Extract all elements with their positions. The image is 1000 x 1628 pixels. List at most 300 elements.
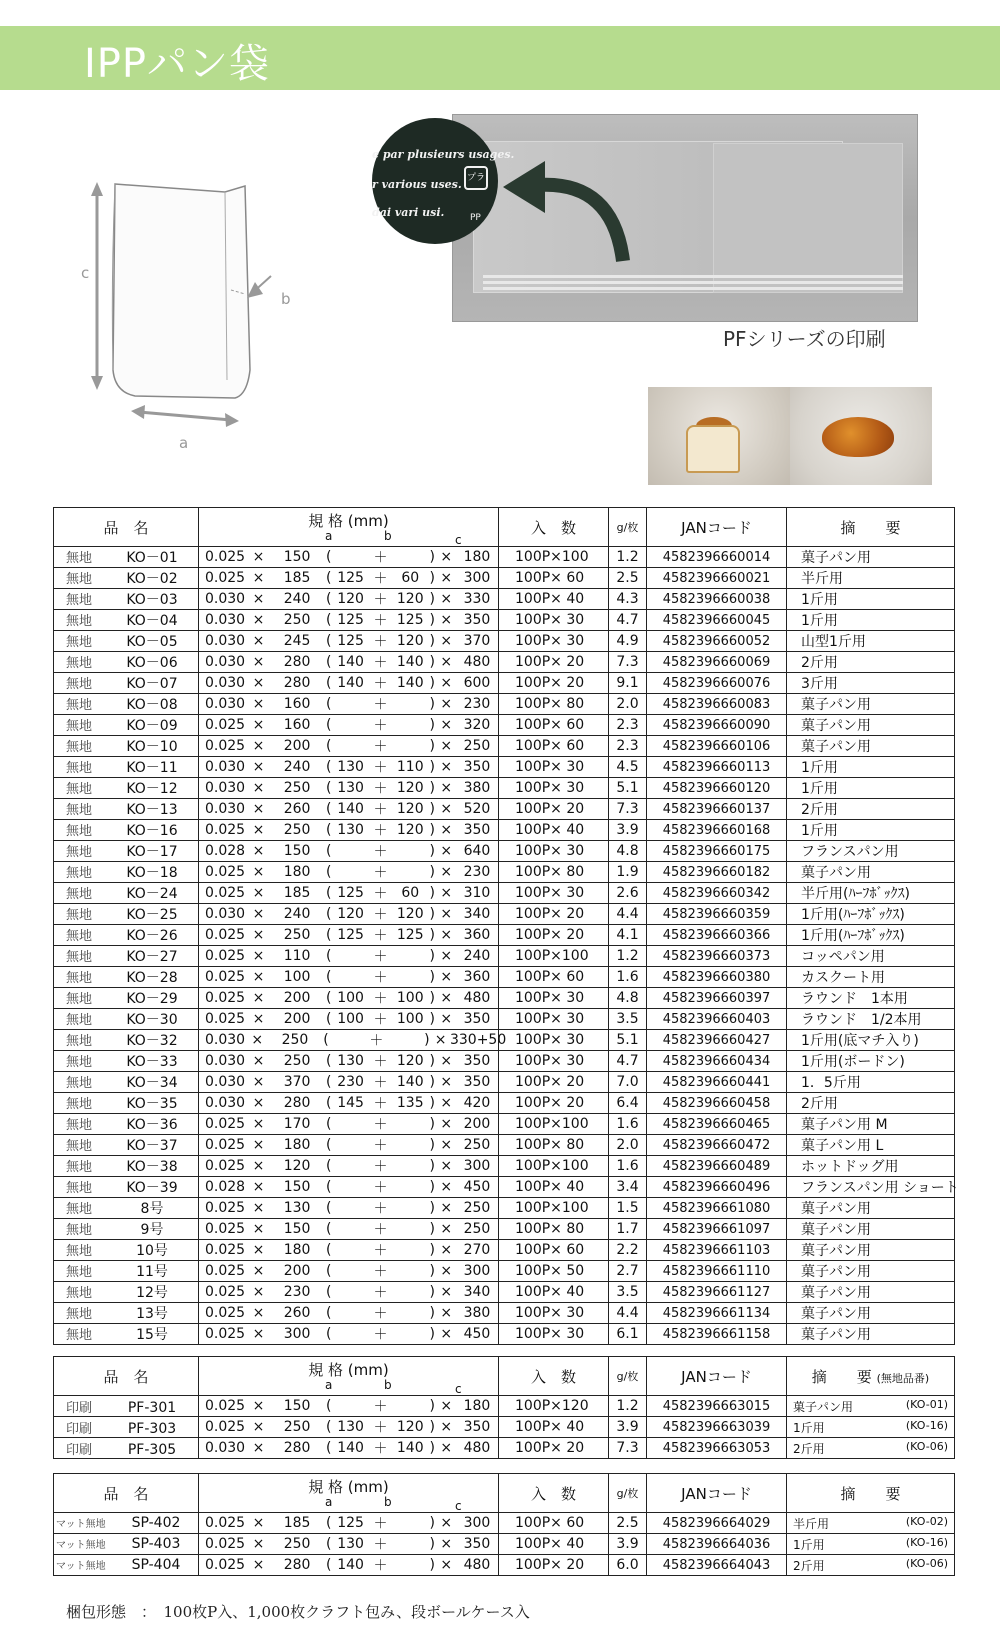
- spec-thickness: 0.025: [205, 549, 246, 565]
- note-cell: 山型1斤用: [787, 631, 955, 652]
- spec-thickness: 0.025: [205, 1515, 246, 1531]
- note-ref: (KO-06): [905, 1556, 948, 1570]
- note-cell: 菓子パン用: [787, 1219, 955, 1240]
- table-row: [54, 1198, 955, 1219]
- spec-b2: 140: [396, 1074, 424, 1090]
- spec-cell: 0.030 × 280 ( 140 ＋ 140 ) × 600: [199, 673, 499, 694]
- spec-c: 420: [463, 1095, 491, 1111]
- weight-cell: 2.0: [609, 1135, 647, 1156]
- product-name-cell: [54, 610, 199, 631]
- spec-a: 185: [283, 1515, 311, 1531]
- spec-cell: 0.028 × 150 ( ＋ ) × 450: [199, 1177, 499, 1198]
- product-name-cell: [54, 1534, 199, 1555]
- spec-thickness: 0.025: [205, 1137, 246, 1153]
- spec-b1: 130: [337, 1419, 364, 1435]
- spec-thickness: 0.025: [205, 969, 246, 985]
- table-row: [54, 1396, 955, 1417]
- header-note: 摘 要: [787, 508, 955, 547]
- weight-cell: 1.2: [609, 946, 647, 967]
- spec-thickness: 0.030: [205, 1074, 246, 1090]
- product-type: 無地: [66, 593, 93, 608]
- note-cell: 1斤用: [787, 589, 955, 610]
- product-type: 無地: [66, 635, 93, 650]
- spec-cell: 0.025 × 180 ( ＋ ) × 250: [199, 1135, 499, 1156]
- spec-cell: 0.030 × 250 ( 130 ＋ 120 ) × 350: [199, 1051, 499, 1072]
- jan-cell: 4582396660380: [647, 967, 787, 988]
- spec-cell: 0.030 × 280 ( 140 ＋ 140 ) × 480: [199, 1438, 499, 1459]
- spec-a: 200: [283, 738, 311, 754]
- label-a: a: [179, 434, 189, 452]
- spec-cell: 0.030 × 280 ( 145 ＋ 135 ) × 420: [199, 1093, 499, 1114]
- print-closeup: [372, 118, 515, 244]
- product-code: KO－28: [126, 970, 178, 986]
- spec-a: 200: [283, 1011, 311, 1027]
- spec-thickness: 0.025: [205, 927, 246, 943]
- product-code: KO－06: [126, 655, 178, 671]
- spec-a: 150: [283, 549, 311, 565]
- spec-b2: 140: [396, 654, 424, 670]
- weight-cell: 2.5: [609, 568, 647, 589]
- spec-c: 300: [463, 1515, 491, 1531]
- weight-cell: 4.7: [609, 1051, 647, 1072]
- product-type: 無地: [66, 1244, 93, 1259]
- spec-b2: 120: [396, 906, 424, 922]
- spec-cell: 0.025 × 300 ( ＋ ) × 450: [199, 1324, 499, 1345]
- header-weight: g/枚: [609, 508, 647, 547]
- product-name-cell: [54, 1135, 199, 1156]
- jan-cell: 4582396660052: [647, 631, 787, 652]
- spec-cell: 0.025 × 150 ( ＋ ) × 180: [199, 547, 499, 568]
- product-code: SP-402: [131, 1515, 181, 1531]
- jan-cell: 4582396664043: [647, 1555, 787, 1576]
- product-type: 無地: [66, 1328, 93, 1343]
- weight-cell: 6.1: [609, 1324, 647, 1345]
- product-code: KO－05: [126, 634, 178, 650]
- product-name-cell: [54, 820, 199, 841]
- spec-thickness: 0.025: [205, 1419, 246, 1435]
- jan-cell: 4582396660106: [647, 736, 787, 757]
- spec-thickness: 0.030: [205, 801, 246, 817]
- jan-cell: 4582396663015: [647, 1396, 787, 1417]
- croissant-photo: [790, 387, 932, 485]
- spec-b1: 100: [337, 990, 364, 1006]
- spec-cell: 0.025 × 130 ( ＋ ) × 250: [199, 1198, 499, 1219]
- spec-a: 280: [283, 1095, 311, 1111]
- spec-c: 180: [463, 1398, 491, 1414]
- spec-c: 370: [463, 633, 491, 649]
- jan-cell: 4582396660458: [647, 1093, 787, 1114]
- product-name-cell: [54, 1261, 199, 1282]
- spec-thickness: 0.030: [205, 591, 246, 607]
- note-cell: カスクート用: [787, 967, 955, 988]
- spec-c: 230: [463, 864, 491, 880]
- qty-cell: 100P× 20: [499, 904, 609, 925]
- spec-cell: 0.025 × 280 ( 140 ＋ ) × 480: [199, 1555, 499, 1576]
- product-code: KO－18: [126, 865, 178, 881]
- spec-cell: 0.030 × 240 ( 130 ＋ 110 ) × 350: [199, 757, 499, 778]
- spec-c: 480: [463, 1440, 491, 1456]
- product-name-cell: [54, 1114, 199, 1135]
- spec-cell: 0.030 × 240 ( 120 ＋ 120 ) × 330: [199, 589, 499, 610]
- weight-cell: 2.3: [609, 715, 647, 736]
- spec-thickness: 0.025: [205, 1305, 246, 1321]
- weight-cell: 1.5: [609, 1198, 647, 1219]
- product-type: 無地: [66, 992, 93, 1007]
- spec-a: 280: [283, 654, 311, 670]
- header-note: 摘 要: [787, 1474, 955, 1513]
- product-code: KO－38: [126, 1159, 178, 1175]
- product-name-cell: [54, 652, 199, 673]
- spec-b1: 130: [337, 1536, 364, 1552]
- qty-cell: 100P× 20: [499, 1555, 609, 1576]
- jan-cell: 4582396660441: [647, 1072, 787, 1093]
- recycle-mark-icon: プラ: [464, 166, 488, 190]
- product-code: KO－32: [126, 1033, 178, 1049]
- note-ref: (KO-16): [905, 1535, 948, 1549]
- jan-cell: 4582396660359: [647, 904, 787, 925]
- jan-cell: 4582396660083: [647, 694, 787, 715]
- product-name-cell: [54, 883, 199, 904]
- spec-cell: 0.025 × 150 ( ＋ ) × 250: [199, 1219, 499, 1240]
- spec-a: 250: [283, 822, 311, 838]
- spec-c: 360: [463, 927, 491, 943]
- spec-a: 250: [283, 1536, 311, 1552]
- product-name-cell: [54, 1051, 199, 1072]
- spec-c: 250: [463, 1200, 491, 1216]
- product-code: KO－35: [126, 1096, 178, 1112]
- note-cell: [787, 1513, 955, 1534]
- product-code: 9号: [140, 1222, 164, 1238]
- jan-cell: 4582396663039: [647, 1417, 787, 1438]
- product-code: KO－07: [126, 676, 178, 692]
- product-code: 13号: [136, 1306, 168, 1322]
- table-row: [54, 631, 955, 652]
- spec-a: 200: [283, 1263, 311, 1279]
- product-code: SP-403: [131, 1536, 181, 1552]
- spec-a: 245: [283, 633, 311, 649]
- product-code: PF-303: [127, 1420, 177, 1437]
- table-row: [54, 1534, 955, 1555]
- product-code: KO－10: [126, 739, 178, 755]
- product-name-cell: [54, 1219, 199, 1240]
- spec-thickness: 0.030: [205, 759, 246, 775]
- jan-cell: 4582396660045: [647, 610, 787, 631]
- spec-c: 330: [463, 591, 491, 607]
- spec-c: 340: [463, 1284, 491, 1300]
- note-cell: 菓子パン用: [787, 1324, 955, 1345]
- product-name-cell: [54, 778, 199, 799]
- weight-cell: 7.3: [609, 652, 647, 673]
- spec-thickness: 0.025: [205, 864, 246, 880]
- jan-cell: 4582396661097: [647, 1219, 787, 1240]
- spec-thickness: 0.025: [205, 1116, 246, 1132]
- note-cell: 1斤用: [787, 820, 955, 841]
- product-type: 無地: [66, 740, 93, 755]
- note-ref: (KO-16): [905, 1418, 948, 1432]
- spec-c: 230: [463, 696, 491, 712]
- spec-b2: 60: [401, 570, 420, 586]
- spec-a: 280: [283, 1440, 311, 1456]
- photo-caption: PFシリーズの印刷: [723, 327, 886, 351]
- header-jan: JANコード: [647, 1474, 787, 1513]
- spec-b2: 120: [396, 780, 424, 796]
- header-qty: 入 数: [499, 1357, 609, 1396]
- spec-b2: 140: [396, 675, 424, 691]
- table-row: [54, 568, 955, 589]
- weight-cell: 4.4: [609, 1303, 647, 1324]
- note-cell: 1斤用: [787, 778, 955, 799]
- spec-c: 350: [463, 1536, 491, 1552]
- spec-c: 640: [463, 843, 491, 859]
- spec-a: 150: [283, 843, 311, 859]
- spec-cell: 0.030 × 245 ( 125 ＋ 120 ) × 370: [199, 631, 499, 652]
- spec-cell: 0.025 × 180 ( ＋ ) × 230: [199, 862, 499, 883]
- spec-c: 180: [463, 549, 491, 565]
- qty-cell: 100P×100: [499, 547, 609, 568]
- spec-a: 370: [283, 1074, 311, 1090]
- spec-thickness: 0.025: [205, 990, 246, 1006]
- header-name: 品 名: [54, 1357, 199, 1396]
- spec-cell: 0.025 × 100 ( ＋ ) × 360: [199, 967, 499, 988]
- product-type: 印刷: [66, 1442, 93, 1458]
- product-name-cell: [54, 1324, 199, 1345]
- spec-c: 300: [463, 570, 491, 586]
- table-row: [54, 1282, 955, 1303]
- header-qty: 入 数: [499, 1474, 609, 1513]
- header-weight: g/枚: [609, 1357, 647, 1396]
- qty-cell: 100P× 30: [499, 1051, 609, 1072]
- table-row: [54, 757, 955, 778]
- table-row: [54, 1303, 955, 1324]
- spec-b1: 100: [337, 1011, 364, 1027]
- qty-cell: 100P× 30: [499, 757, 609, 778]
- jan-cell: 4582396661158: [647, 1324, 787, 1345]
- note-cell: 1．5斤用: [787, 1072, 955, 1093]
- product-type: 無地: [66, 929, 93, 944]
- qty-cell: 100P× 40: [499, 1282, 609, 1303]
- note-cell: 菓子パン用: [787, 1240, 955, 1261]
- product-name-cell: [54, 1396, 199, 1417]
- table-row: [54, 1240, 955, 1261]
- product-table-matte: [53, 1473, 955, 1576]
- product-table-plain: [53, 507, 959, 1345]
- spec-b2: 125: [396, 612, 424, 628]
- table-row: [54, 694, 955, 715]
- weight-cell: 2.2: [609, 1240, 647, 1261]
- product-type: マット無地: [56, 1561, 106, 1572]
- table-row: [54, 778, 955, 799]
- product-type: 印刷: [66, 1400, 93, 1416]
- jan-cell: 4582396660403: [647, 1009, 787, 1030]
- weight-cell: 4.7: [609, 610, 647, 631]
- weight-cell: 1.2: [609, 1396, 647, 1417]
- spec-cell: 0.025 × 200 ( 100 ＋ 100 ) × 350: [199, 1009, 499, 1030]
- product-type: 無地: [66, 1286, 93, 1301]
- product-name-cell: [54, 862, 199, 883]
- product-name-cell: [54, 547, 199, 568]
- spec-a: 250: [283, 612, 311, 628]
- qty-cell: 100P× 20: [499, 1438, 609, 1459]
- qty-cell: 100P× 80: [499, 1135, 609, 1156]
- note-ref: (KO-06): [905, 1439, 948, 1453]
- product-code: 8号: [140, 1201, 164, 1217]
- table-row: [54, 715, 955, 736]
- qty-cell: 100P× 40: [499, 820, 609, 841]
- spec-thickness: 0.030: [205, 780, 246, 796]
- spec-b1: 130: [337, 1053, 364, 1069]
- weight-cell: 3.4: [609, 1177, 647, 1198]
- qty-cell: 100P× 30: [499, 988, 609, 1009]
- spec-b1: 140: [337, 1557, 364, 1573]
- product-type: 無地: [66, 698, 93, 713]
- jan-cell: 4582396660076: [647, 673, 787, 694]
- product-code: KO－39: [126, 1180, 178, 1196]
- note-cell: [787, 1555, 955, 1576]
- spec-b2: 60: [401, 885, 420, 901]
- qty-cell: 100P× 80: [499, 694, 609, 715]
- table-row: [54, 925, 955, 946]
- note-cell: 菓子パン用: [787, 862, 955, 883]
- spec-a: 110: [283, 948, 311, 964]
- spec-c: 320: [463, 717, 491, 733]
- spec-c: 340: [463, 906, 491, 922]
- spec-a: 120: [283, 1158, 311, 1174]
- table-row: [54, 1261, 955, 1282]
- product-code: 10号: [136, 1243, 168, 1259]
- spec-a: 180: [283, 1242, 311, 1258]
- jan-cell: 4582396660366: [647, 925, 787, 946]
- table-row: [54, 610, 955, 631]
- spec-c: 350: [463, 759, 491, 775]
- product-type: 無地: [66, 1223, 93, 1238]
- product-type: 無地: [66, 824, 93, 839]
- product-type: 無地: [66, 845, 93, 860]
- spec-a: 150: [283, 1398, 311, 1414]
- product-type: 無地: [66, 803, 93, 818]
- spec-thickness: 0.025: [205, 1536, 246, 1552]
- qty-cell: 100P× 30: [499, 1324, 609, 1345]
- qty-cell: 100P× 60: [499, 1240, 609, 1261]
- spec-b1: 130: [337, 780, 364, 796]
- qty-cell: 100P× 50: [499, 1261, 609, 1282]
- spec-b2: 100: [396, 990, 424, 1006]
- spec-a: 185: [283, 570, 311, 586]
- spec-cell: 0.025 × 150 ( ＋ ) × 180: [199, 1396, 499, 1417]
- note-cell: 1斤用(ボードン): [787, 1051, 955, 1072]
- spec-b1: 125: [337, 570, 364, 586]
- product-type: 無地: [66, 971, 93, 986]
- qty-cell: 100P× 60: [499, 1513, 609, 1534]
- weight-cell: 4.4: [609, 904, 647, 925]
- weight-cell: 1.6: [609, 1114, 647, 1135]
- product-type: 無地: [66, 866, 93, 881]
- spec-c: 350: [463, 822, 491, 838]
- spec-a: 230: [283, 1284, 311, 1300]
- note-cell: ホットドッグ用: [787, 1156, 955, 1177]
- spec-thickness: 0.025: [205, 1398, 246, 1414]
- product-type: マット無地: [56, 1519, 106, 1530]
- qty-cell: 100P×100: [499, 946, 609, 967]
- product-type: 無地: [66, 887, 93, 902]
- jan-cell: 4582396660427: [647, 1030, 787, 1051]
- spec-a: 300: [283, 1326, 311, 1342]
- qty-cell: 100P× 60: [499, 967, 609, 988]
- product-code: KO－37: [126, 1138, 178, 1154]
- product-name-cell: [54, 1177, 199, 1198]
- qty-cell: 100P× 60: [499, 736, 609, 757]
- note-cell: 3斤用: [787, 673, 955, 694]
- spec-a: 180: [283, 1137, 311, 1153]
- spec-c: 600: [463, 675, 491, 691]
- spec-b1: 130: [337, 822, 364, 838]
- weight-cell: 5.1: [609, 1030, 647, 1051]
- qty-cell: 100P× 30: [499, 610, 609, 631]
- product-name-cell: [54, 925, 199, 946]
- product-name-cell: [54, 1072, 199, 1093]
- product-type: 無地: [66, 1013, 93, 1028]
- note-cell: [787, 1534, 955, 1555]
- header-spec: 規 格 (mm) a b c: [199, 1357, 499, 1396]
- spec-a: 250: [283, 927, 311, 943]
- spec-b1: 140: [337, 801, 364, 817]
- product-type: 無地: [66, 1118, 93, 1133]
- jan-cell: 4582396660373: [647, 946, 787, 967]
- product-name-cell: [54, 631, 199, 652]
- weight-cell: 6.4: [609, 1093, 647, 1114]
- spec-c: 310: [463, 885, 491, 901]
- spec-a: 180: [283, 864, 311, 880]
- product-name-cell: [54, 1417, 199, 1438]
- weight-cell: 4.8: [609, 988, 647, 1009]
- table-row: [54, 652, 955, 673]
- note-cell: [787, 1438, 955, 1459]
- product-code: KO－02: [126, 571, 178, 587]
- table-row: [54, 547, 955, 568]
- qty-cell: 100P× 60: [499, 568, 609, 589]
- product-type: 無地: [66, 782, 93, 797]
- bag-diagram-svg: [75, 170, 315, 450]
- spec-thickness: 0.025: [205, 1263, 246, 1279]
- table-row: [54, 1438, 955, 1459]
- weight-cell: 2.5: [609, 1513, 647, 1534]
- jan-cell: 4582396661110: [647, 1261, 787, 1282]
- product-code: KO－04: [126, 613, 178, 629]
- spec-thickness: 0.030: [205, 1095, 246, 1111]
- jan-cell: 4582396660120: [647, 778, 787, 799]
- spec-b2: 135: [396, 1095, 424, 1111]
- qty-cell: 100P× 30: [499, 841, 609, 862]
- spec-cell: 0.025 × 250 ( 130 ＋ 120 ) × 350: [199, 820, 499, 841]
- note-cell: 2斤用: [787, 799, 955, 820]
- spec-cell: 0.028 × 150 ( ＋ ) × 640: [199, 841, 499, 862]
- table-row: [54, 1072, 955, 1093]
- qty-cell: 100P× 30: [499, 778, 609, 799]
- table-row: [54, 799, 955, 820]
- spec-thickness: 0.028: [205, 843, 246, 859]
- spec-c: 480: [463, 1557, 491, 1573]
- spec-a: 160: [283, 717, 311, 733]
- jan-cell: 4582396660472: [647, 1135, 787, 1156]
- qty-cell: 100P× 40: [499, 1177, 609, 1198]
- spec-b1: 140: [337, 1440, 364, 1456]
- product-type: 無地: [66, 1097, 93, 1112]
- product-type: 無地: [66, 1034, 93, 1049]
- spec-a: 200: [283, 990, 311, 1006]
- product-code: KO－13: [126, 802, 178, 818]
- note-cell: 菓子パン用: [787, 694, 955, 715]
- spec-b2: 110: [396, 759, 424, 775]
- product-code: 15号: [136, 1327, 168, 1343]
